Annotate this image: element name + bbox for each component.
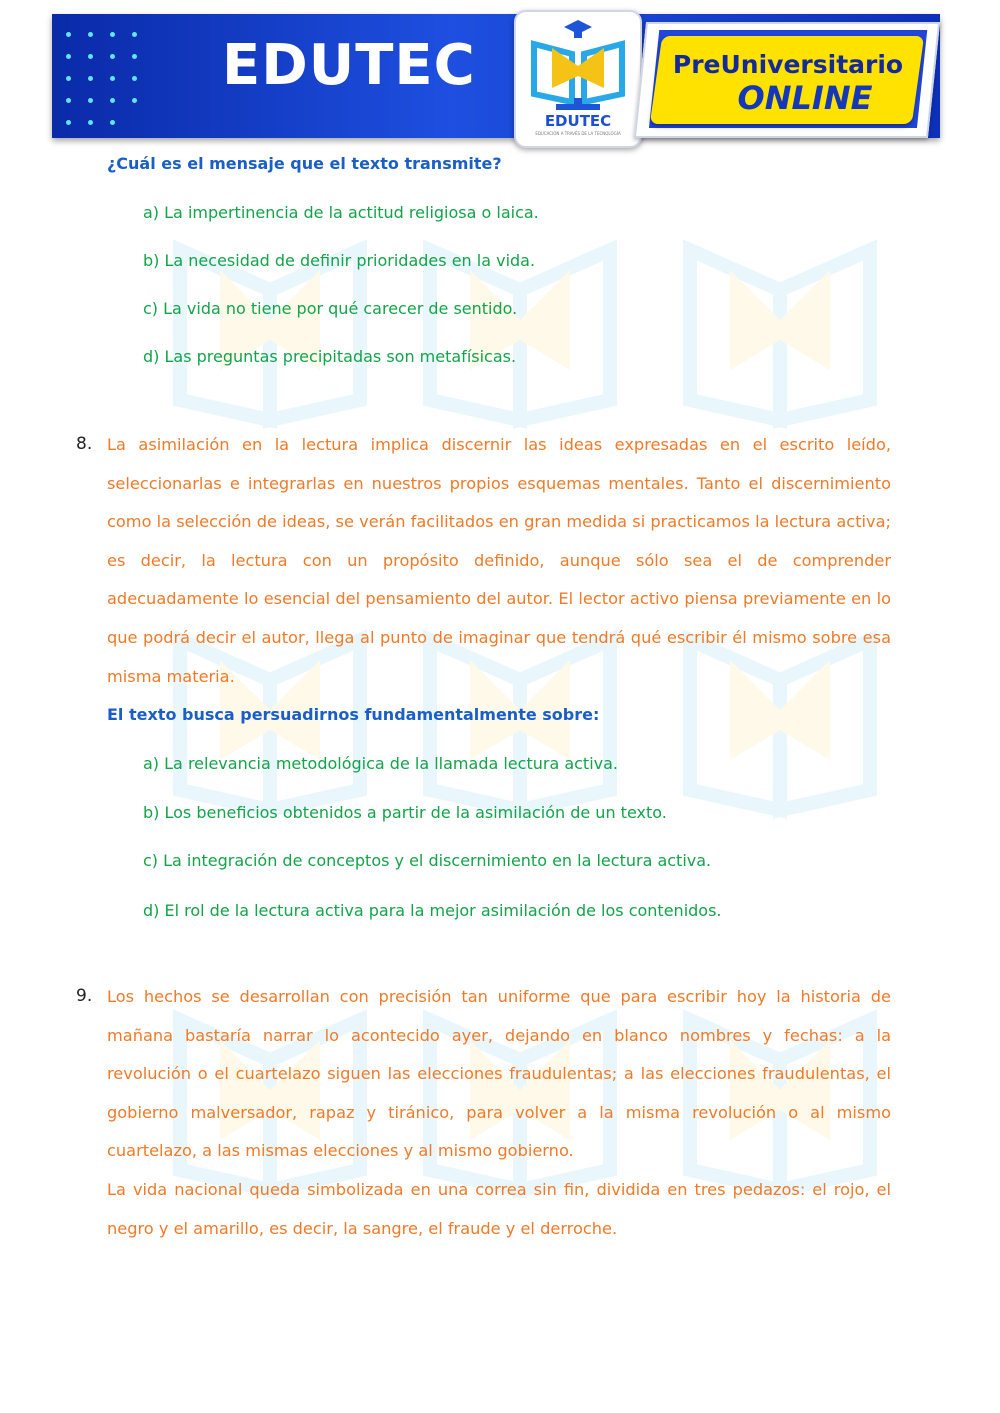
- logo-word: EDUTEC: [544, 112, 612, 130]
- badge-line2: ONLINE: [737, 79, 873, 117]
- q7-option-a[interactable]: a) La impertinencia de la actitud religiosa o laica.: [143, 203, 539, 222]
- logo-tagline: EDUCACIÓN A TRAVÉS DE LA TECNOLOGÍA: [535, 131, 621, 136]
- brand-title: EDUTEC: [222, 33, 476, 98]
- q8-option-a[interactable]: a) La relevancia metodológica de la llamada lectura activa.: [143, 754, 619, 773]
- q9-number: 9.: [76, 986, 93, 1006]
- q8-option-d[interactable]: d) El rol de la lectura activa para la mejor asimilación de los contenidos.: [143, 901, 722, 920]
- q8-option-c[interactable]: c) La integración de conceptos y el discernimiento en la lectura activa.: [143, 851, 712, 870]
- q9-passage: Los hechos se desarrollan con precisión tan uniforme que para escribir hoy la historia de mañana bastaría narrar lo acontecido ayer, dejando en blanco nombres y fechas: a la revolución o el cuartelazo siguen las elecciones fraudulentas; a las elecciones fraudulentas, el gobierno malversador, rapaz y tiránico, para volver a la misma revolución o al mismo cuartelazo, a las mismas elecciones y al mismo gobierno.: [107, 987, 891, 1161]
- q8-passage: La asimilación en la lectura implica discernir las ideas expresadas en el escrito leído, seleccionarlas e integrarlas en nuestros propios esquemas mentales. Tanto el discernimiento como la selección de ideas, se verán facilitados en gran medida si practicamos la lectura activa; es decir, la lectura con un propósito definido, aunque sólo sea el de comprender adecuadamente lo esencial del pensamiento del autor. El lector activo piensa previamente en lo que podrá decir el autor, llega al punto de imaginar que tendrá qué escribir él mismo sobre esa misma materia.: [107, 435, 891, 686]
- q7-option-b[interactable]: b) La necesidad de definir prioridades en la vida.: [143, 251, 536, 270]
- q7-question: ¿Cuál es el mensaje que el texto transmite?: [107, 154, 502, 173]
- badge-line1: PreUniversitario: [672, 50, 904, 79]
- q8-option-b[interactable]: b) Los beneficios obtenidos a partir de la asimilación de un texto.: [143, 803, 667, 822]
- q9-passage-second: La vida nacional queda simbolizada en una correa sin fin, dividida en tres pedazos: el rojo, el negro y el amarillo, es decir, la sangre, el fraude y el derroche.: [107, 1180, 891, 1238]
- q7-option-d[interactable]: d) Las preguntas precipitadas son metafísicas.: [143, 347, 517, 366]
- q8-number: 8.: [76, 434, 93, 454]
- q8-question: El texto busca persuadirnos fundamentalmente sobre:: [107, 705, 600, 724]
- q7-option-c[interactable]: c) La vida no tiene por qué carecer de sentido.: [143, 299, 518, 318]
